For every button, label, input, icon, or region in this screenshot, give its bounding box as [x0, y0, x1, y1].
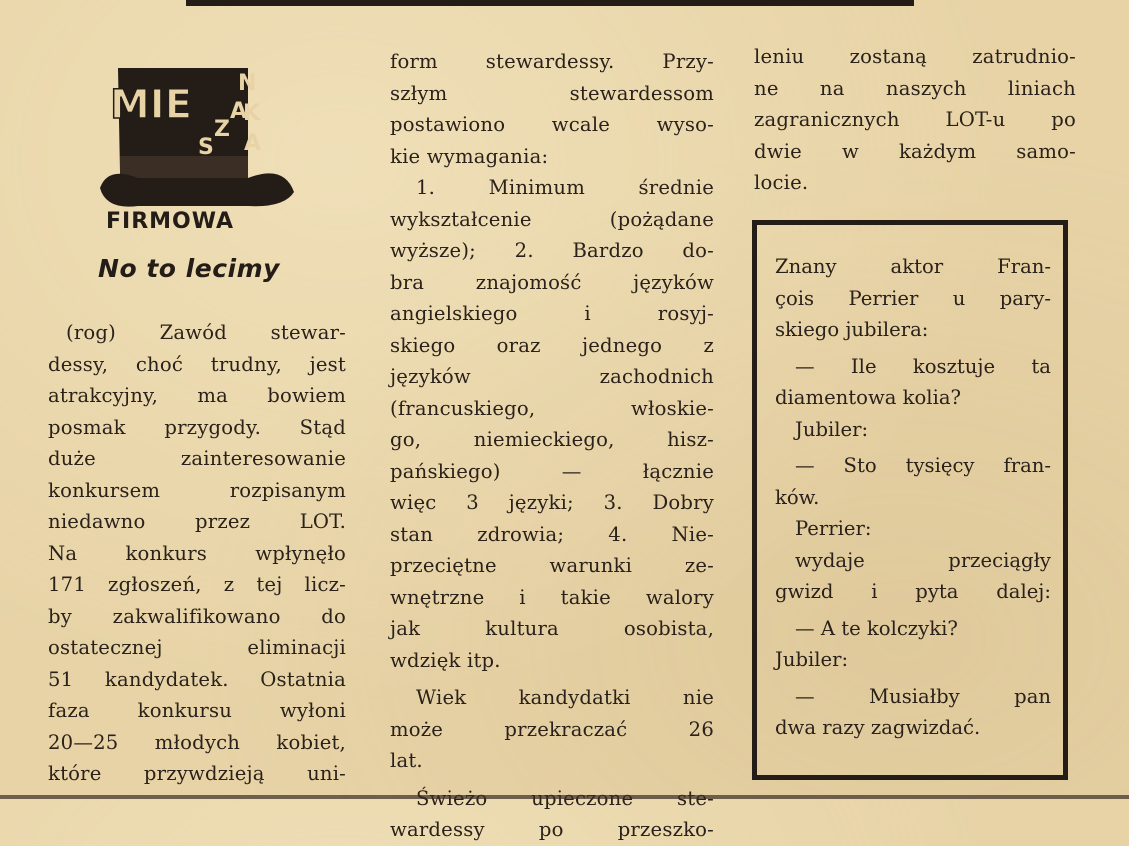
text-line: może przekraczać 26	[390, 717, 714, 741]
joke-box	[752, 220, 1068, 780]
text-line: form stewardessy. Przy-	[390, 50, 714, 73]
text-line: wyższe); 2. Bardzo do-	[390, 239, 714, 262]
joke-line: çois Perrier u pary-	[775, 286, 1051, 310]
text-line: 51 kandydatek. Ostatnia	[48, 667, 346, 691]
joke-line: Jubiler:	[775, 648, 849, 671]
logo-arc-letter: A	[230, 99, 248, 124]
text-line: stan zdrowia; 4. Nie-	[390, 522, 714, 546]
text-line: posmak przygody. Stąd	[48, 415, 346, 439]
joke-line: Jubiler:	[795, 417, 869, 441]
hat-brim	[100, 173, 294, 206]
article-headline: No to lecimy	[98, 254, 280, 283]
joke-line: Perrier:	[795, 517, 872, 540]
text-line: atrakcyjny, ma bowiem	[48, 384, 346, 407]
logo-arc-letter: Z	[214, 117, 230, 142]
text-line: wardessy po przeszko-	[390, 818, 714, 841]
text-line: skiego oraz jednego z	[390, 333, 714, 357]
article-column-1	[48, 317, 346, 790]
text-line: locie.	[754, 171, 809, 194]
logo-word-bottom: FIRMOWA	[106, 209, 235, 234]
text-line: więc 3 języki; 3. Dobry	[390, 491, 714, 514]
text-line: konkursem rozpisanym	[48, 478, 346, 502]
joke-line: diamentowa kolia?	[775, 386, 962, 409]
text-line: postawiono wcale wyso-	[390, 113, 714, 136]
text-line: Wiek kandydatki nie	[416, 686, 714, 709]
logo-word-top: MIE	[110, 82, 193, 128]
text-line: bra znajomość języków	[390, 270, 714, 294]
text-line: faza konkursu wyłoni	[48, 699, 346, 722]
logo-arc-letter: K	[243, 101, 261, 126]
top-hat-logo	[98, 60, 298, 240]
text-line: angielskiego i rosyj-	[390, 302, 714, 325]
joke-line: Znany aktor Fran-	[775, 255, 1051, 278]
text-line: wnętrzne i takie walory	[390, 585, 714, 609]
joke-line: ków.	[775, 485, 820, 509]
text-line: kie wymagania:	[390, 144, 549, 168]
text-line: dessy, choć trudny, jest	[48, 352, 346, 376]
joke-line: — Musiałby pan	[795, 684, 1051, 708]
text-line: szłym stewardessom	[390, 81, 714, 105]
bottom-edge	[0, 795, 1129, 799]
text-line: wykształcenie (pożądane	[390, 207, 714, 231]
logo-arc-letter: S	[198, 135, 214, 160]
joke-line: skiego jubilera:	[775, 318, 929, 341]
text-line: przeciętne warunki ze-	[390, 554, 714, 577]
text-line: (rog) Zawód stewar-	[66, 321, 346, 344]
text-line: Na konkurs wpłynęło	[48, 541, 346, 565]
text-line: niedawno przez LOT.	[48, 510, 346, 533]
article-column-3	[754, 41, 1076, 199]
logo-arc-letter: A	[244, 131, 262, 156]
text-line: 20—25 młodych kobiet,	[48, 730, 346, 754]
text-line: języków zachodnich	[390, 365, 714, 388]
text-line: zagranicznych LOT-u po	[754, 108, 1076, 131]
joke-line: dwa razy zagwizdać.	[775, 716, 981, 739]
text-line: które przywdzieją uni-	[48, 762, 346, 785]
text-line: wdzięk itp.	[390, 648, 501, 672]
text-line: (francuskiego, włoskie-	[390, 396, 714, 420]
text-line: 1. Minimum średnie	[416, 176, 714, 199]
text-line: jak kultura osobista,	[390, 617, 714, 640]
text-line: lat.	[390, 749, 423, 772]
text-line: ne na naszych liniach	[754, 76, 1076, 100]
joke-line: — Ile kosztuje ta	[795, 354, 1051, 378]
joke-line: — Sto tysięcy fran-	[795, 454, 1051, 477]
text-line: duże zainteresowanie	[48, 447, 346, 470]
hat-band	[120, 156, 248, 178]
joke-line: wydaje przeciągły	[795, 548, 1051, 572]
text-line: pańskiego) — łącznie	[390, 459, 714, 483]
text-line: leniu zostaną zatrudnio-	[754, 45, 1076, 68]
text-line: go, niemieckiego, hisz-	[390, 428, 714, 451]
text-line: dwie w każdym samo-	[754, 139, 1076, 163]
text-line: by zakwalifikowano do	[48, 604, 346, 628]
joke-line: — A te kolczyki?	[795, 616, 958, 640]
article-column-2	[390, 46, 714, 846]
top-rule	[186, 0, 914, 6]
joke-line: gwizd i pyta dalej:	[775, 580, 1051, 603]
text-line: 171 zgłoszeń, z tej licz-	[48, 573, 346, 596]
text-line: ostatecznej eliminacji	[48, 636, 346, 659]
logo-arc-letter: N	[238, 71, 257, 96]
